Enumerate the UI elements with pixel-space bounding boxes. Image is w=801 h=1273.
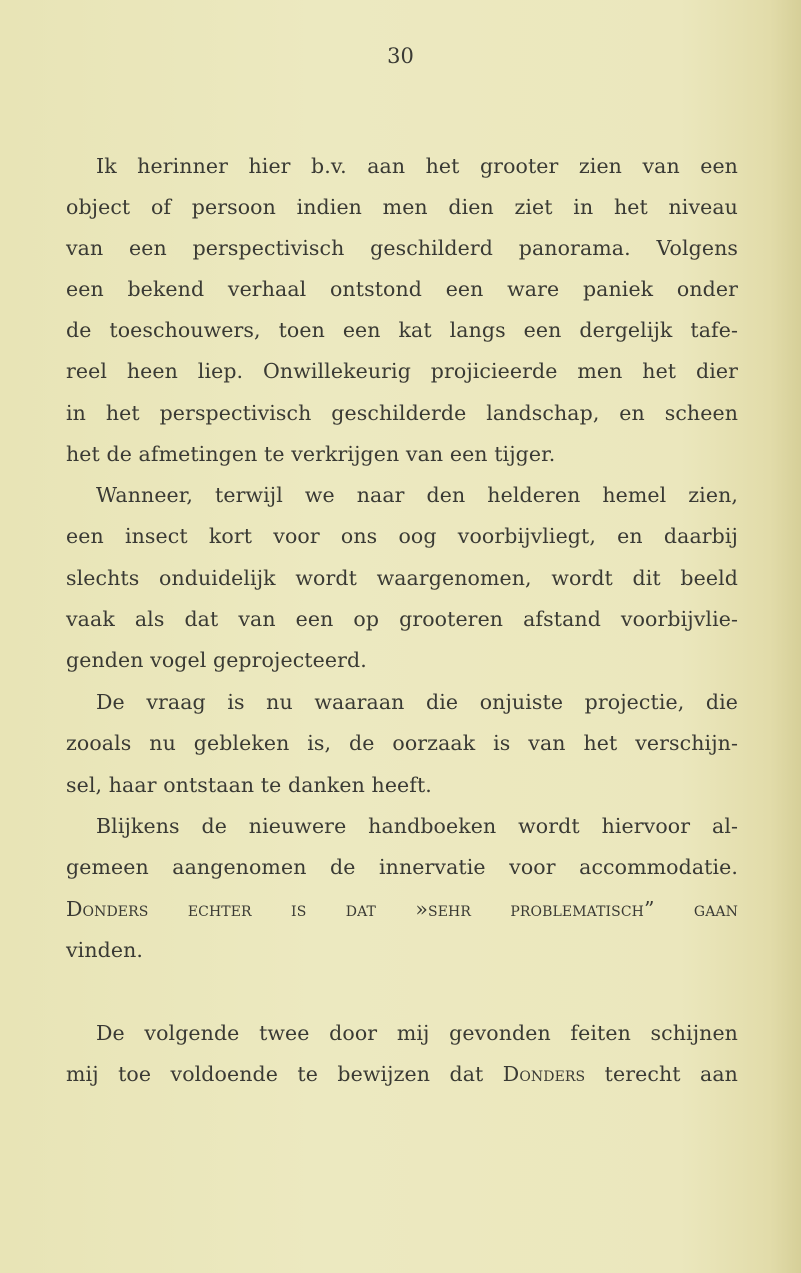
text-line: gemeen aangenomen de innervatie voor accommodatie. xyxy=(66,855,738,879)
text-line: slechts onduidelijk wordt waargenomen, wordt dit beeld xyxy=(66,566,738,590)
text-line: sel, haar ontstaan te danken heeft. xyxy=(66,773,432,797)
text-line: van een perspectivisch geschilderd panorama. Volgens xyxy=(66,236,738,260)
text-line: zooals nu gebleken is, de oorzaak is van het verschijn- xyxy=(66,731,738,755)
text-line: De volgende twee door mij gevonden feiten schijnen xyxy=(96,1021,738,1045)
text-line: object of persoon indien men dien ziet in het niveau xyxy=(66,195,738,219)
author-name: Donders xyxy=(502,1062,586,1086)
text-line: mij toe voldoende te bewijzen dat Donders terecht aan xyxy=(66,1062,738,1086)
text-line: het de afmetingen te verkrijgen van een tijger. xyxy=(66,442,556,466)
text-line: Donders echter is dat »sehr problematisch” gaan xyxy=(66,897,738,921)
text-line: Wanneer, terwijl we naar den helderen hemel zien, xyxy=(96,483,738,507)
text-line: vaak als dat van een op grooteren afstand voorbijvlie- xyxy=(66,607,738,631)
text-line: genden vogel geprojecteerd. xyxy=(66,648,367,672)
text-line: een bekend verhaal ontstond een ware paniek onder xyxy=(66,277,738,301)
text-line: reel heen liep. Onwillekeurig projicieerde men het dier xyxy=(66,359,738,383)
text-line: vinden. xyxy=(66,938,144,962)
text-line: Blijkens de nieuwere handboeken wordt hiervoor al- xyxy=(96,814,738,838)
text-line: een insect kort voor ons oog voorbijvliegt, en daarbij xyxy=(66,524,738,548)
text-line: de toeschouwers, toen een kat langs een dergelijk tafe- xyxy=(66,318,738,342)
text-line: De vraag is nu waaraan die onjuiste projectie, die xyxy=(96,690,738,714)
page-number: 30 xyxy=(387,44,414,68)
text-line: Ik herinner hier b.v. aan het grooter zien van een xyxy=(96,154,738,178)
text-line: in het perspectivisch geschilderde landschap, en scheen xyxy=(66,401,738,425)
